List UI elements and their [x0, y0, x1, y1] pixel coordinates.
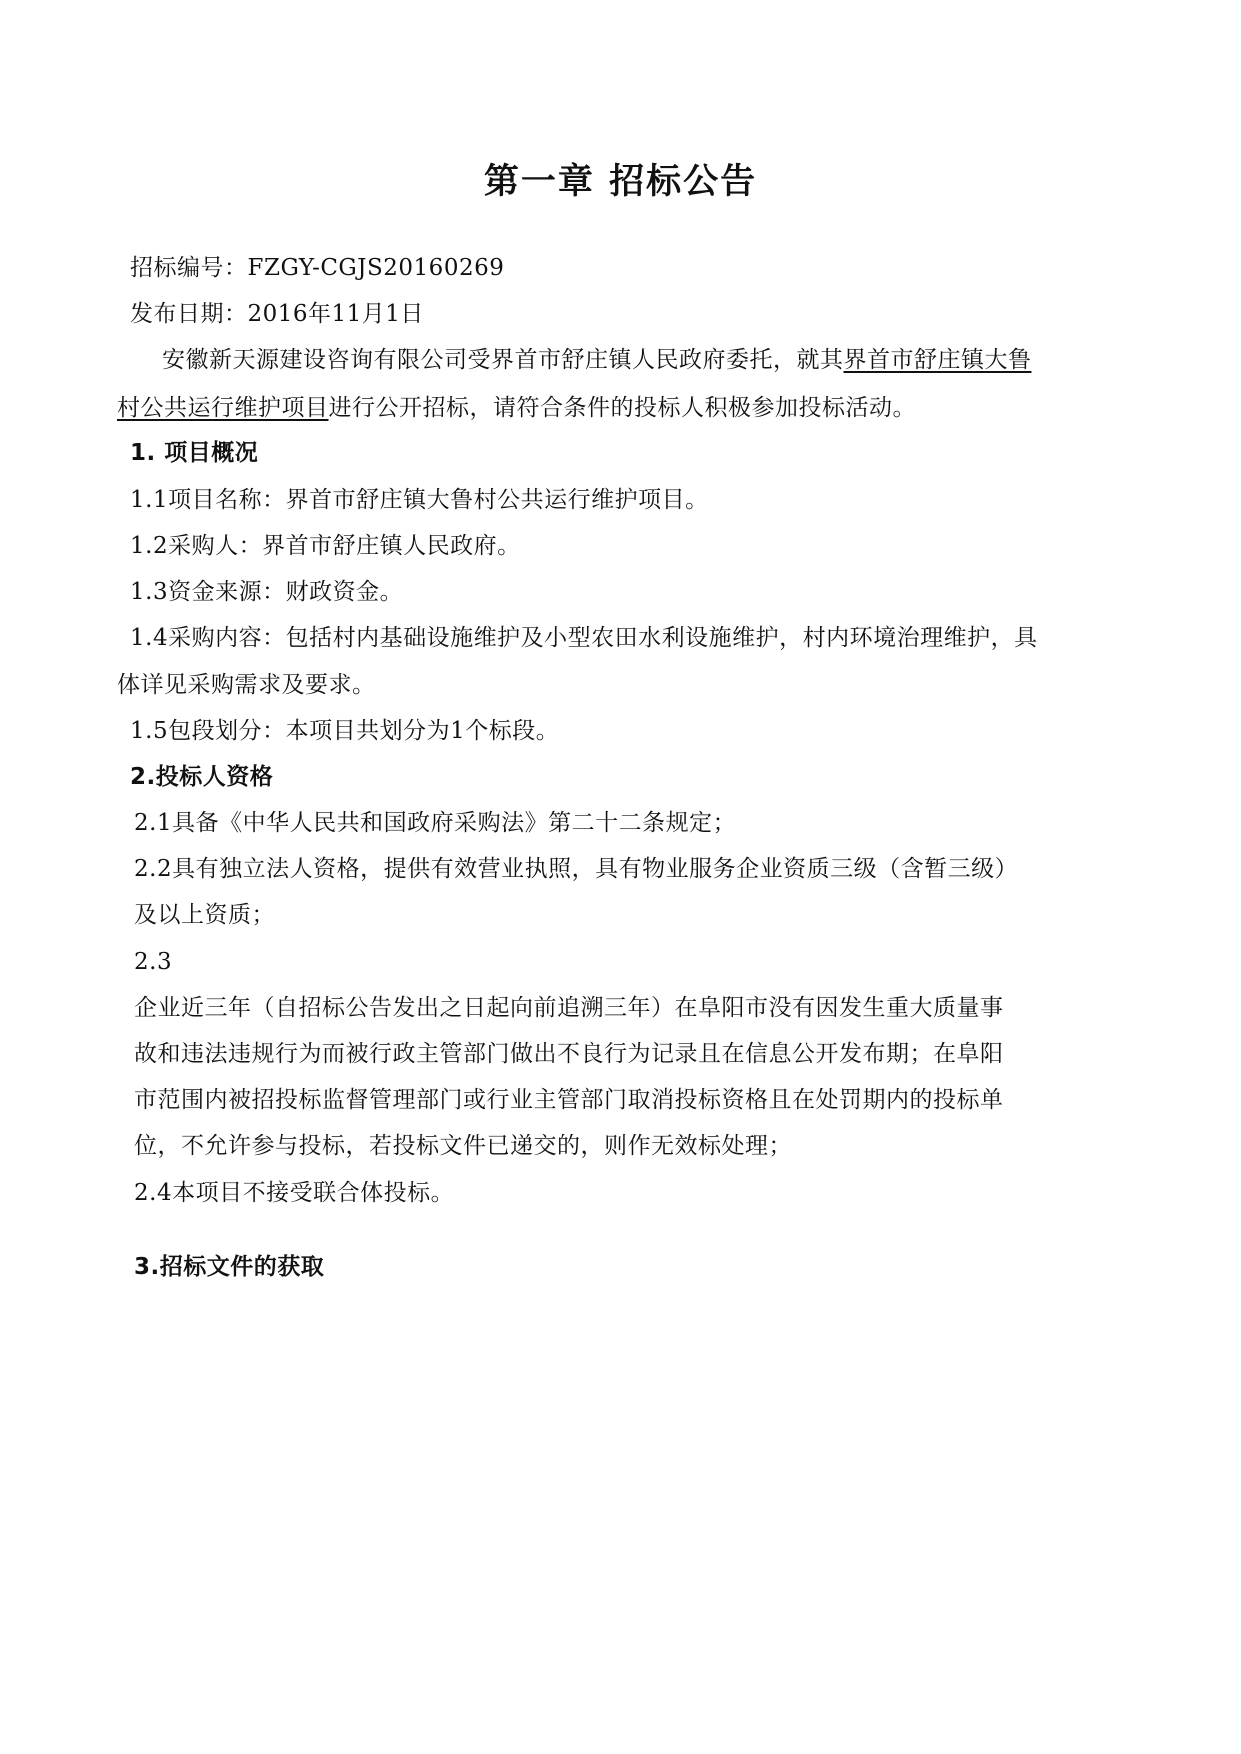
intro-line-2: [117, 392, 916, 424]
section-1-item-5: 1.5包段划分：本项目共划分为1个标段。: [130, 718, 560, 744]
section-1-item-1: 1.1项目名称：界首市舒庄镇大鲁村公共运行维护项目。: [130, 487, 709, 513]
section-1-heading: 1. 项目概况: [130, 440, 259, 466]
section-3-heading: 3.招标文件的获取: [134, 1254, 325, 1280]
section-1-item-2: 1.2采购人：界首市舒庄镇人民政府。: [130, 533, 521, 559]
section-2-item-3-line-3: 市范围内被招投标监督管理部门或行业主管部门取消投标资格且在处罚期内的投标单: [134, 1087, 1004, 1113]
section-2-item-3-number: 2.3: [134, 949, 173, 975]
section-1-item-3: 1.3资金来源：财政资金。: [130, 579, 404, 605]
section-2-item-2-line-2: 及以上资质；: [134, 902, 275, 928]
section-2-item-2-line-1: 2.2具有独立法人资格，提供有效营业执照，具有物业服务企业资质三级（含暂三级）: [134, 856, 1019, 882]
intro-line-1: [162, 344, 1032, 376]
section-2-item-3-line-1: 企业近三年（自招标公告发出之日起向前追溯三年）在阜阳市没有因发生重大质量事: [134, 995, 1004, 1021]
section-2-item-3-line-4: 位，不允许参与投标，若投标文件已递交的，则作无效标处理；: [134, 1133, 792, 1159]
section-2-item-3-line-2: 故和违法违规行为而被行政主管部门做出不良行为记录且在信息公开发布期；在阜阳: [134, 1041, 1004, 1067]
publish-date: 发布日期：2016年11月1日: [130, 301, 424, 327]
document-title: 第一章 招标公告: [483, 162, 758, 202]
intro-text-end: 进行公开招标，请符合条件的投标人积极参加投标活动。: [328, 395, 916, 421]
section-2-item-4: 2.4本项目不接受联合体投标。: [134, 1180, 455, 1206]
tender-number: 招标编号：FZGY-CGJS20160269: [130, 255, 505, 281]
project-name-link-continued: 村公共运行维护项目: [117, 395, 329, 421]
intro-text-start: 安徽新天源建设咨询有限公司受界首市舒庄镇人民政府委托，就其: [162, 347, 844, 373]
section-1-item-4-line-1: 1.4采购内容：包括村内基础设施维护及小型农田水利设施维护，村内环境治理维护，具: [130, 625, 1038, 651]
section-1-item-4-line-2: 体详见采购需求及要求。: [117, 672, 376, 698]
project-name-link: 界首市舒庄镇大鲁: [843, 347, 1032, 373]
section-2-item-1: 2.1具备《中华人民共和国政府采购法》第二十二条规定；: [134, 810, 737, 836]
section-2-heading: 2.投标人资格: [130, 764, 274, 790]
